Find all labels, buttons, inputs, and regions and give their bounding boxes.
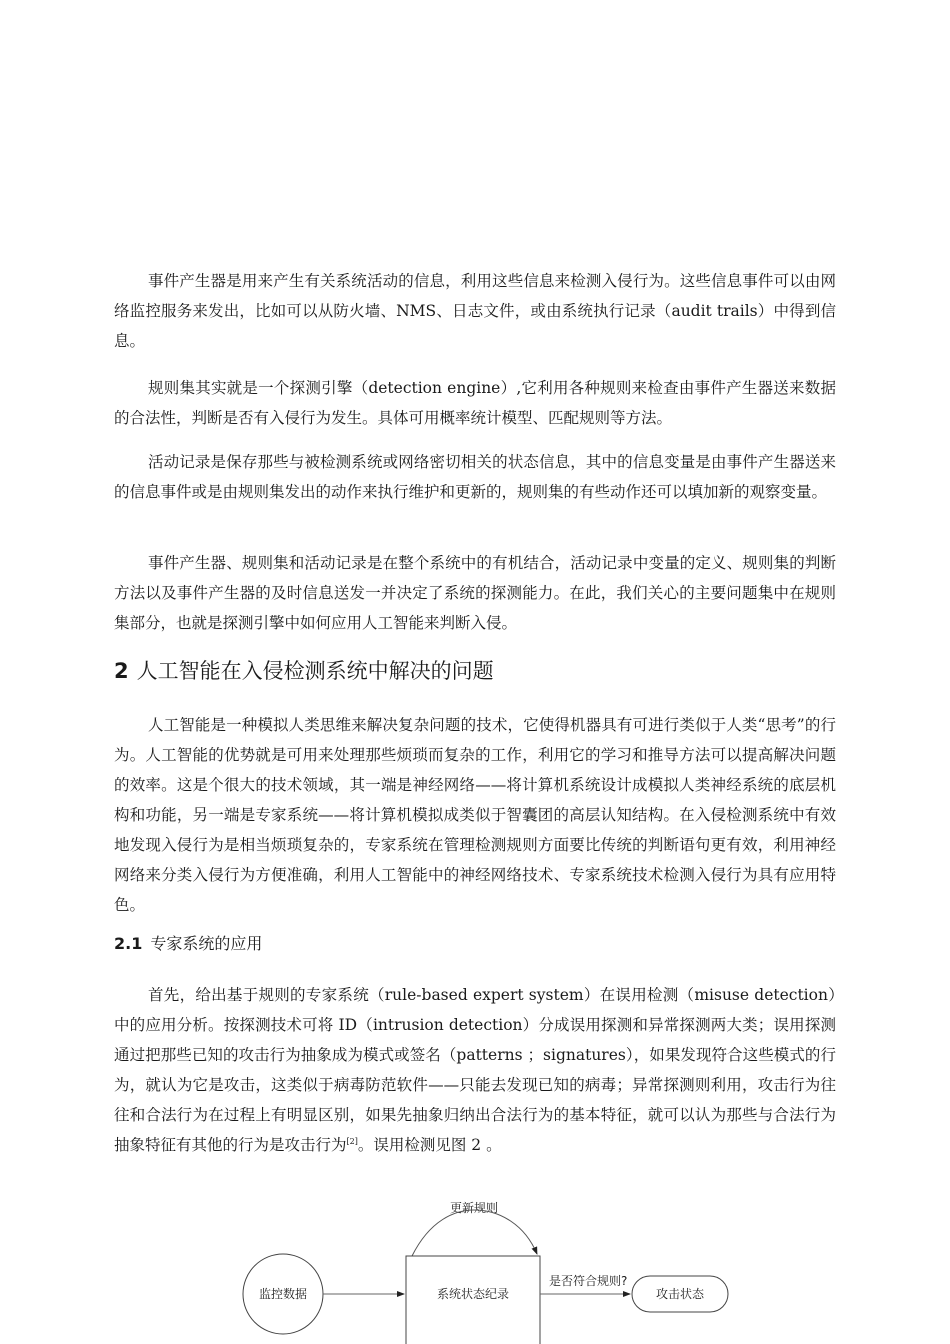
paragraph-activity-record: 活动记录是保存那些与被检测系统或网络密切相关的状态信息，其中的信息变量是由事件产生器送来的信息事件或是由规则集发出的动作来执行维护和更新的，规则集的有些动作还可以填加新的观察变量。 xyxy=(114,453,836,501)
paragraph-rule-set: 规则集其实就是一个探测引擎（detection engine）,它利用各种规则来检查由事件产生器送来数据的合法性，判断是否有入侵行为发生。具体可用概率统计模型、匹配规则等方法。 xyxy=(114,379,836,427)
section-heading-2 xyxy=(114,654,494,688)
paragraph-expert-system xyxy=(114,980,836,1160)
misuse-detection-diagram xyxy=(0,1180,950,1344)
paragraph-system-integration: 事件产生器、规则集和活动记录是在整个系统中的有机结合，活动记录中变量的定义、规则集的判断方法以及事件产生器的及时信息送发一并决定了系统的探测能力。在此，我们关心的主要问题集中在规则集部分，也就是探测引擎中如何应用人工智能来判断入侵。 xyxy=(114,554,836,632)
update-rules-curve-right xyxy=(474,1210,537,1254)
paragraph-main-text: 首先，给出基于规则的专家系统（rule-based expert system）在误用检测（misuse detection）中的应用分析。按探测技术可将 ID（intrusion detection）分成误用探测和异常探测两大类；误用探测通过把那些已知的攻击行为抽象成为模式或签名（patterns ；signatures），如果发现符合这些模式的行为，就认为它是攻击，这类似于病毒防范软件——只能去发现已知的病毒；异常探测则利用，攻击行为往往和合法行为在过程上有明显区别，如果先抽象归纳出合法行为的基本特征，就可以认为那些与合法行为抽象特征有其他的行为是攻击行为 xyxy=(114,986,836,1154)
subsection-title: 专家系统的应用 xyxy=(150,934,263,953)
system-state-record-label: 系统状态纪录 xyxy=(436,1287,510,1301)
update-rules-label: 更新规则 xyxy=(449,1201,499,1215)
monitor-data-label: 监控数据 xyxy=(258,1287,308,1301)
section-number: 2 xyxy=(114,659,129,683)
paragraph-tail-text: 。误用检测见图 2 。 xyxy=(357,1136,502,1154)
update-rules-curve-left xyxy=(412,1210,474,1256)
match-rule-question-label: 是否符合规则? xyxy=(549,1274,628,1288)
citation-reference: [2] xyxy=(346,1136,358,1146)
subsection-heading-2-1 xyxy=(114,931,262,957)
attack-state-label: 攻击状态 xyxy=(655,1287,705,1301)
section-title: 人工智能在入侵检测系统中解决的问题 xyxy=(136,659,494,683)
paragraph-ai-overview: 人工智能是一种模拟人类思维来解决复杂问题的技术，它使得机器具有可进行类似于人类“思考”的行为。人工智能的优势就是可用来处理那些烦琐而复杂的工作，利用它的学习和推导方法可以提高解决问题的效率。这是个很大的技术领域，其一端是神经网络——将计算机系统设计成模拟人类神经系统的底层机构和功能，另一端是专家系统——将计算机模拟成类似于智囊团的高层认知结构。在入侵检测系统中有效地发现入侵行为是相当烦琐复杂的，专家系统在管理检测规则方面要比传统的判断语句更有效，利用神经网络来分类入侵行为方便准确，利用人工智能中的神经网络技术、专家系统技术检测入侵行为具有应用特色。 xyxy=(114,716,836,914)
paragraph-event-generator: 事件产生器是用来产生有关系统活动的信息，利用这些信息来检测入侵行为。这些信息事件可以由网络监控服务来发出，比如可以从防火墙、NMS、日志文件，或由系统执行记录（audit trails）中得到信息。 xyxy=(114,272,836,350)
subsection-number: 2.1 xyxy=(114,934,143,953)
